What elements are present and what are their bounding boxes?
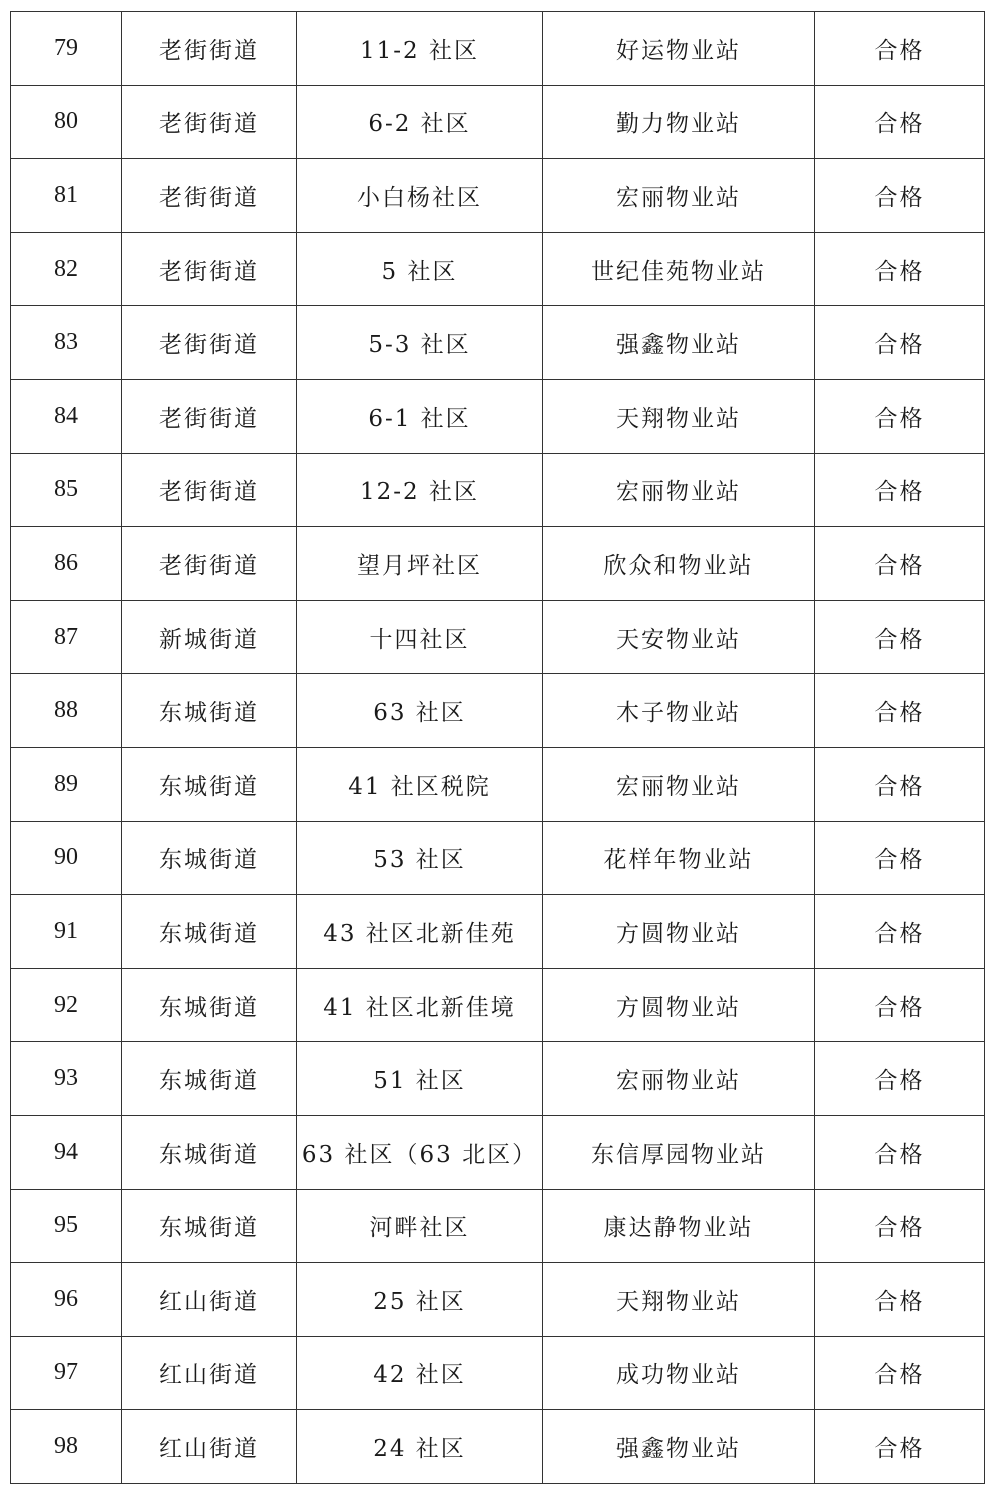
table-row	[11, 968, 985, 1042]
result-cell: 合格	[815, 1336, 985, 1410]
row-number-cell: 93	[11, 1042, 122, 1116]
property-station-cell: 宏丽物业站	[543, 1042, 815, 1116]
row-number-cell: 98	[11, 1410, 122, 1484]
property-station-cell: 康达静物业站	[543, 1189, 815, 1263]
row-number-cell: 94	[11, 1115, 122, 1189]
table-row	[11, 600, 985, 674]
property-station-cell: 宏丽物业站	[543, 159, 815, 233]
table-row	[11, 306, 985, 380]
property-station-cell: 宏丽物业站	[543, 747, 815, 821]
table-row	[11, 232, 985, 306]
community-cell: 42 社区	[297, 1336, 543, 1410]
street-cell: 东城街道	[122, 1042, 297, 1116]
community-cell: 41 社区税院	[297, 747, 543, 821]
result-cell: 合格	[815, 12, 985, 86]
result-cell: 合格	[815, 232, 985, 306]
row-number-cell: 86	[11, 527, 122, 601]
table-row	[11, 12, 985, 86]
result-cell: 合格	[815, 968, 985, 1042]
street-cell: 新城街道	[122, 600, 297, 674]
street-cell: 红山街道	[122, 1336, 297, 1410]
street-cell: 老街街道	[122, 85, 297, 159]
result-cell: 合格	[815, 1189, 985, 1263]
table-row	[11, 1115, 985, 1189]
row-number-cell: 84	[11, 379, 122, 453]
community-cell: 63 社区（63 北区）	[297, 1115, 543, 1189]
community-cell: 望月坪社区	[297, 527, 543, 601]
community-cell: 25 社区	[297, 1263, 543, 1337]
result-cell: 合格	[815, 453, 985, 527]
community-cell: 63 社区	[297, 674, 543, 748]
community-cell: 6-1 社区	[297, 379, 543, 453]
property-station-cell: 勤力物业站	[543, 85, 815, 159]
result-cell: 合格	[815, 1410, 985, 1484]
inspection-table	[10, 11, 985, 1484]
table-row	[11, 895, 985, 969]
result-cell: 合格	[815, 159, 985, 233]
street-cell: 东城街道	[122, 895, 297, 969]
row-number-cell: 81	[11, 159, 122, 233]
property-station-cell: 成功物业站	[543, 1336, 815, 1410]
result-cell: 合格	[815, 1042, 985, 1116]
property-station-cell: 方圆物业站	[543, 968, 815, 1042]
table-row	[11, 1263, 985, 1337]
row-number-cell: 92	[11, 968, 122, 1042]
street-cell: 老街街道	[122, 12, 297, 86]
table-row	[11, 747, 985, 821]
result-cell: 合格	[815, 747, 985, 821]
table-row	[11, 674, 985, 748]
street-cell: 东城街道	[122, 674, 297, 748]
property-station-cell: 天翔物业站	[543, 379, 815, 453]
property-station-cell: 欣众和物业站	[543, 527, 815, 601]
community-cell: 十四社区	[297, 600, 543, 674]
row-number-cell: 96	[11, 1263, 122, 1337]
street-cell: 东城街道	[122, 1189, 297, 1263]
property-station-cell: 天安物业站	[543, 600, 815, 674]
table-row	[11, 379, 985, 453]
row-number-cell: 87	[11, 600, 122, 674]
result-cell: 合格	[815, 895, 985, 969]
table-row	[11, 821, 985, 895]
community-cell: 5 社区	[297, 232, 543, 306]
result-cell: 合格	[815, 1115, 985, 1189]
result-cell: 合格	[815, 674, 985, 748]
community-cell: 51 社区	[297, 1042, 543, 1116]
street-cell: 老街街道	[122, 527, 297, 601]
row-number-cell: 83	[11, 306, 122, 380]
result-cell: 合格	[815, 306, 985, 380]
property-station-cell: 方圆物业站	[543, 895, 815, 969]
property-station-cell: 木子物业站	[543, 674, 815, 748]
community-cell: 11-2 社区	[297, 12, 543, 86]
property-station-cell: 宏丽物业站	[543, 453, 815, 527]
community-cell: 小白杨社区	[297, 159, 543, 233]
community-cell: 6-2 社区	[297, 85, 543, 159]
row-number-cell: 90	[11, 821, 122, 895]
result-cell: 合格	[815, 527, 985, 601]
table-row	[11, 527, 985, 601]
row-number-cell: 88	[11, 674, 122, 748]
result-cell: 合格	[815, 379, 985, 453]
street-cell: 老街街道	[122, 306, 297, 380]
street-cell: 东城街道	[122, 1115, 297, 1189]
result-cell: 合格	[815, 1263, 985, 1337]
street-cell: 老街街道	[122, 159, 297, 233]
table-row	[11, 453, 985, 527]
table-row	[11, 159, 985, 233]
property-station-cell: 东信厚园物业站	[543, 1115, 815, 1189]
table-row	[11, 1410, 985, 1484]
community-cell: 河畔社区	[297, 1189, 543, 1263]
table-row	[11, 1042, 985, 1116]
row-number-cell: 95	[11, 1189, 122, 1263]
property-station-cell: 花样年物业站	[543, 821, 815, 895]
table-row	[11, 1336, 985, 1410]
street-cell: 老街街道	[122, 379, 297, 453]
row-number-cell: 97	[11, 1336, 122, 1410]
street-cell: 东城街道	[122, 747, 297, 821]
community-cell: 24 社区	[297, 1410, 543, 1484]
property-station-cell: 好运物业站	[543, 12, 815, 86]
street-cell: 东城街道	[122, 968, 297, 1042]
row-number-cell: 85	[11, 453, 122, 527]
community-cell: 41 社区北新佳境	[297, 968, 543, 1042]
row-number-cell: 82	[11, 232, 122, 306]
result-cell: 合格	[815, 821, 985, 895]
community-cell: 43 社区北新佳苑	[297, 895, 543, 969]
row-number-cell: 79	[11, 12, 122, 86]
street-cell: 红山街道	[122, 1263, 297, 1337]
property-station-cell: 强鑫物业站	[543, 306, 815, 380]
property-station-cell: 强鑫物业站	[543, 1410, 815, 1484]
result-cell: 合格	[815, 85, 985, 159]
community-cell: 53 社区	[297, 821, 543, 895]
table-row	[11, 1189, 985, 1263]
community-cell: 12-2 社区	[297, 453, 543, 527]
street-cell: 老街街道	[122, 453, 297, 527]
table-row	[11, 85, 985, 159]
property-station-cell: 世纪佳苑物业站	[543, 232, 815, 306]
row-number-cell: 89	[11, 747, 122, 821]
street-cell: 东城街道	[122, 821, 297, 895]
property-station-cell: 天翔物业站	[543, 1263, 815, 1337]
inspection-table-container	[10, 11, 985, 1484]
street-cell: 老街街道	[122, 232, 297, 306]
row-number-cell: 91	[11, 895, 122, 969]
street-cell: 红山街道	[122, 1410, 297, 1484]
row-number-cell: 80	[11, 85, 122, 159]
result-cell: 合格	[815, 600, 985, 674]
table-body	[11, 12, 985, 1484]
community-cell: 5-3 社区	[297, 306, 543, 380]
